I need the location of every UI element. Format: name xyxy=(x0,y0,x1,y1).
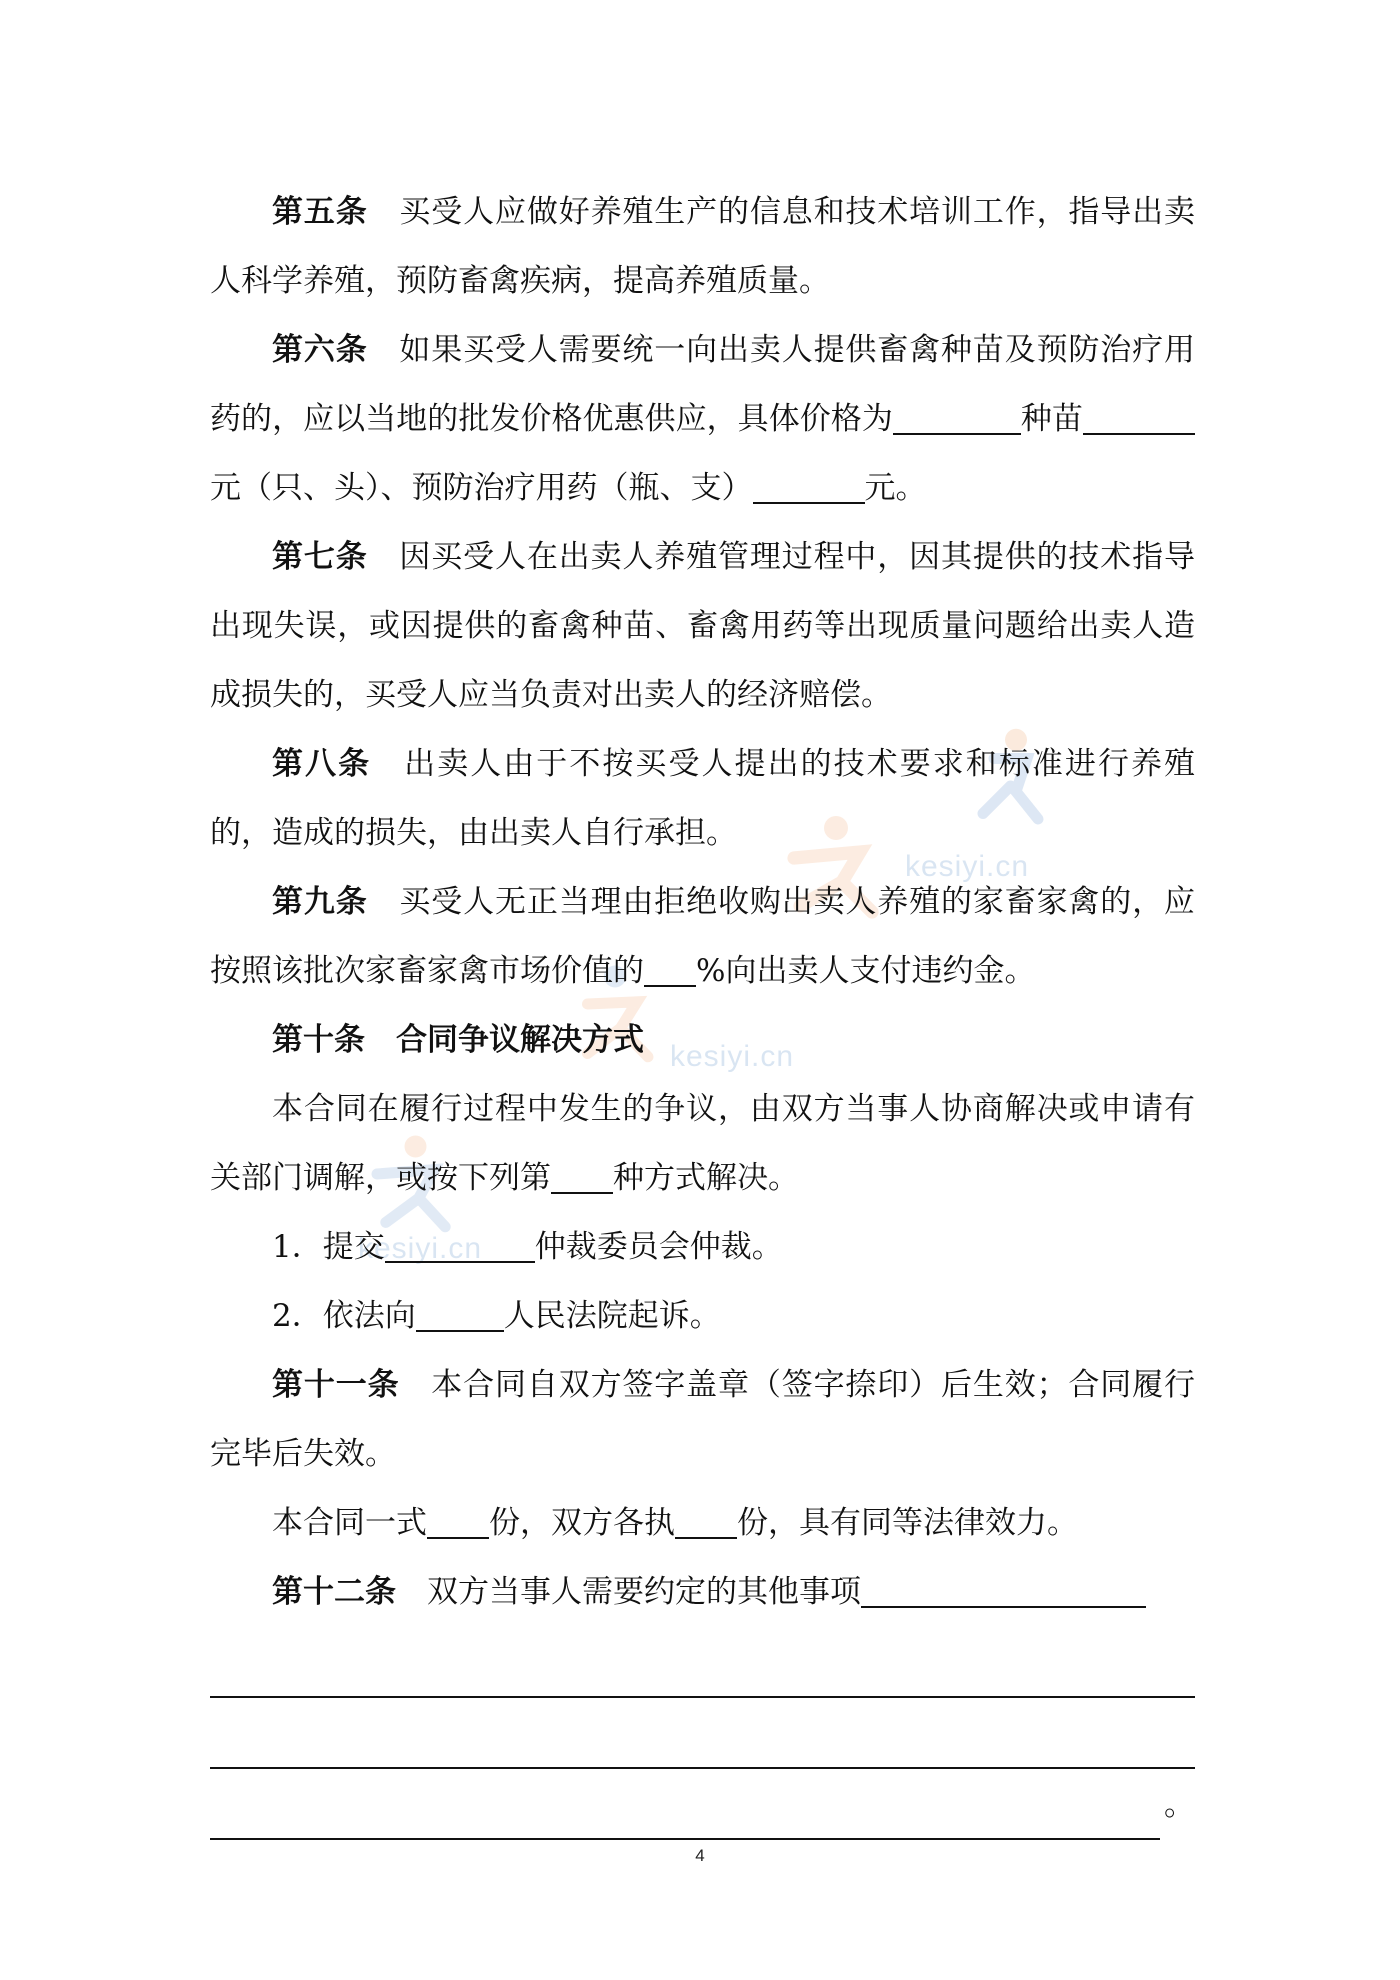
resolution-option-1 xyxy=(210,1213,1195,1282)
article-6 xyxy=(210,316,1195,523)
copies-text: 本合同一式 xyxy=(272,1505,427,1541)
option-text: 人民法院起诉。 xyxy=(503,1298,721,1334)
article-text: 如果买受人需要统一向出卖人提供畜禽种苗及预防治疗用药的，应以当地的批发价格优惠供应，具体价格为 xyxy=(210,332,1196,437)
article-text: 买受人无正当理由拒绝收购出卖人养殖的家畜家禽的，应按照该批次家畜家禽市场价值的 xyxy=(210,884,1196,989)
dispute-text: 本合同在履行过程中发生的争议，由双方当事人协商解决或申请有关部门调解，或按下列第 xyxy=(210,1091,1195,1196)
article-heading: 第五条 xyxy=(272,194,368,230)
copies-text: 份，具有同等法律效力。 xyxy=(737,1505,1078,1541)
article-12 xyxy=(210,1558,1195,1627)
article-text: 出卖人由于不按买受人提出的技术要求和标准进行养殖的，造成的损失，由出卖人自行承担。 xyxy=(210,746,1196,851)
article-8 xyxy=(210,730,1195,868)
article-10 xyxy=(210,1006,1195,1075)
article-heading: 第七条 xyxy=(272,539,368,575)
penalty-percent-blank[interactable] xyxy=(644,952,696,987)
article-heading: 第十条 xyxy=(272,1022,365,1058)
medicine-price-blank[interactable] xyxy=(753,469,865,504)
seedling-price-blank[interactable] xyxy=(1083,400,1195,435)
other-matters-blank[interactable] xyxy=(861,1573,1146,1608)
article-text: 种苗 xyxy=(1020,401,1084,437)
article-text: 双方当事人需要约定的其他事项 xyxy=(427,1574,861,1610)
each-party-copies-blank[interactable] xyxy=(675,1504,737,1539)
article-9 xyxy=(210,868,1195,1006)
contract-body xyxy=(210,178,1195,1840)
resolution-option-2 xyxy=(210,1282,1195,1351)
other-matters-line[interactable] xyxy=(210,1788,1160,1840)
article-text: 因买受人在出卖人养殖管理过程中，因其提供的技术指导出现失误，或因提供的畜禽种苗、畜禽用药等出现质量问题给出卖人造成损失的，买受人应当负责对出卖人的经济赔偿。 xyxy=(210,539,1196,713)
article-heading: 第八条 xyxy=(272,746,372,782)
article-heading: 第十二条 xyxy=(272,1574,396,1610)
arbitration-committee-blank[interactable] xyxy=(385,1228,535,1263)
court-blank[interactable] xyxy=(416,1297,504,1332)
page-number: 4 xyxy=(695,1846,705,1865)
other-matters-line[interactable] xyxy=(210,1646,1195,1698)
article-5 xyxy=(210,178,1195,316)
article-text: 元（只、头）、预防治疗用药（瓶、支） xyxy=(210,470,753,506)
end-mark: 。 xyxy=(1164,1787,1195,1823)
watermark: kesiyi.cn xyxy=(670,1040,795,1073)
watermark: kesiyi.cn xyxy=(905,850,1030,883)
other-matters-last-row xyxy=(210,1769,1195,1840)
copies-clause xyxy=(210,1489,1195,1558)
total-copies-blank[interactable] xyxy=(427,1504,489,1539)
article-text: 买受人应做好养殖生产的信息和技术培训工作，指导出卖人科学养殖，预防畜禽疾病，提高养殖质量。 xyxy=(210,194,1196,299)
article-title: 合同争议解决方式 xyxy=(396,1022,644,1058)
resolution-method-blank[interactable] xyxy=(551,1159,613,1194)
dispute-clause xyxy=(210,1075,1195,1213)
other-matters-line[interactable] xyxy=(210,1717,1195,1769)
article-11 xyxy=(210,1351,1195,1489)
option-text: 1．提交 xyxy=(272,1229,385,1265)
article-7 xyxy=(210,523,1195,730)
watermark: kesiyi.cn xyxy=(358,1232,483,1265)
copies-text: 份，双方各执 xyxy=(489,1505,675,1541)
article-heading: 第十一条 xyxy=(272,1367,400,1403)
option-text: 仲裁委员会仲裁。 xyxy=(534,1229,783,1265)
article-heading: 第九条 xyxy=(272,884,368,920)
option-text: 2．依法向 xyxy=(272,1298,416,1334)
dispute-text: 种方式解决。 xyxy=(613,1160,799,1196)
article-text: 本合同自双方签字盖章（签字捺印）后生效；合同履行完毕后失效。 xyxy=(210,1367,1196,1472)
article-text: %向出卖人支付违约金。 xyxy=(696,953,1036,989)
article-heading: 第六条 xyxy=(272,332,368,368)
article-text: 元。 xyxy=(864,470,927,506)
price-blank[interactable] xyxy=(893,400,1021,435)
